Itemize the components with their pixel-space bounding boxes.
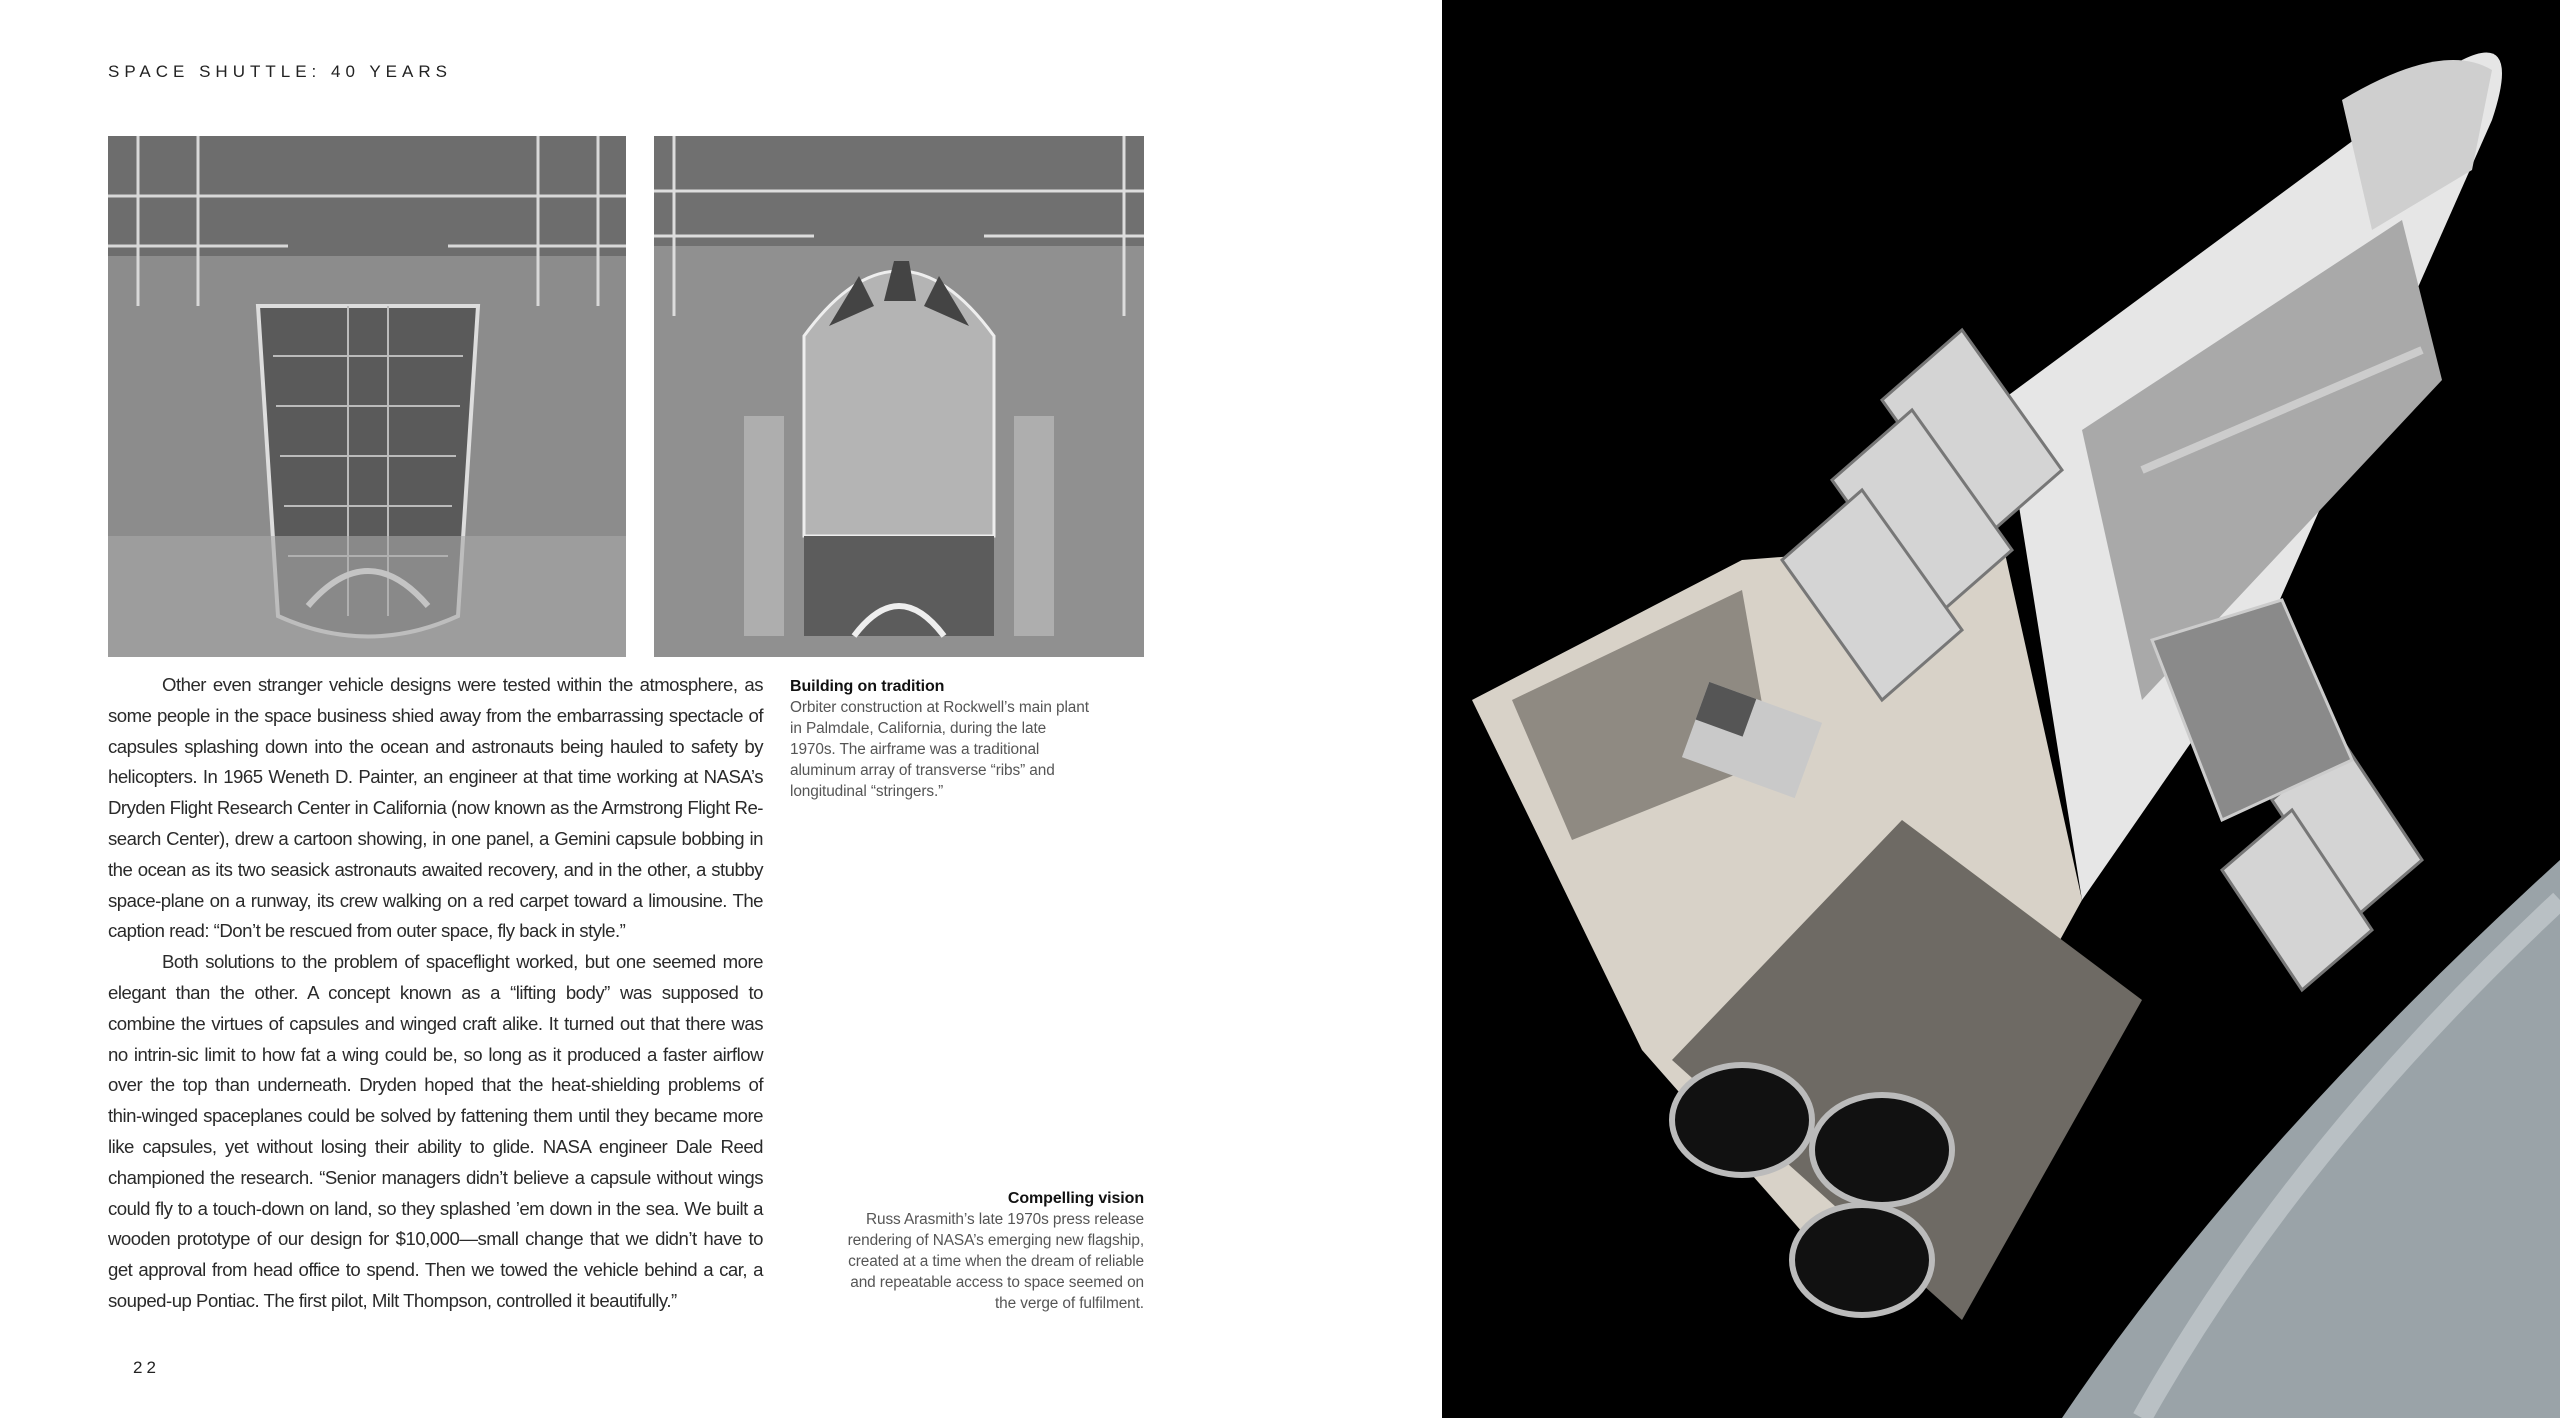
shuttle-illustration bbox=[1442, 0, 2560, 1418]
caption-building-on-tradition bbox=[790, 676, 1090, 802]
body-text bbox=[108, 670, 763, 1317]
caption-text: Russ Arasmith’s late 1970s press release rendering of NASA’s emerging new flagship, created at a time when the dream of reliable and repeatable access to space seemed on the verge of fulfilment. bbox=[847, 1211, 1144, 1312]
caption-compelling-vision bbox=[830, 1188, 1144, 1314]
orbiter-construction-photo-2 bbox=[654, 136, 1144, 657]
running-head: SPACE SHUTTLE: 40 YEARS bbox=[108, 62, 452, 81]
page-number: 22 bbox=[133, 1358, 160, 1377]
caption-text: Orbiter construction at Rockwell’s main plant in Palmdale, California, during the late 1970s. The airframe was a traditional aluminum array of transverse “ribs” and longitudinal “stringers.” bbox=[790, 699, 1089, 800]
caption-title: Compelling vision bbox=[1007, 1190, 1144, 1207]
caption-title: Building on tradition bbox=[790, 678, 945, 695]
body-paragraph: Other even stranger vehicle designs were tested within the atmosphere, as some people in the space business shied away from the embarrassing spectacle of capsules splashing down into the ocean and astronauts being hauled to safety by helicopters. In 1965 Weneth D. Painter, an engineer at that time working at NASA’s Dryden Flight Research Center in California (now known as the Armstrong Flight Re-search Center), drew a cartoon showing, in one panel, a Gemini capsule bobbing in the ocean as its two seasick astronauts awaited recovery, and in the other, a stubby space-plane on a runway, its crew walking on a red carpet toward a limousine. The caption read: “Don’t be rescued from outer space, fly back in style.” bbox=[108, 674, 763, 942]
orbiter-construction-photo-1 bbox=[108, 136, 626, 657]
body-paragraph: Both solutions to the problem of spaceflight worked, but one seemed more elegant than the other. A concept known as a “lifting body” was supposed to combine the virtues of capsules and winged craft alike. It turned out that there was no intrin-sic limit to how fat a wing could be, so long as it produced a faster airflow over the top than underneath. Dryden hoped that the heat-shielding problems of thin-winged spaceplanes could be solved by fattening them until they became more like capsules, yet without losing their ability to glide. NASA engineer Dale Reed championed the research. “Senior managers didn’t believe a capsule without wings could fly to a touch-down on land, so they splashed ’em down in the sea. We built a wooden prototype of our design for $10,000—small change that we didn’t have to get approval from head office to spend. Then we towed the vehicle behind a car, a souped-up Pontiac. The first pilot, Milt Thompson, controlled it beautifully.” bbox=[108, 951, 763, 1311]
